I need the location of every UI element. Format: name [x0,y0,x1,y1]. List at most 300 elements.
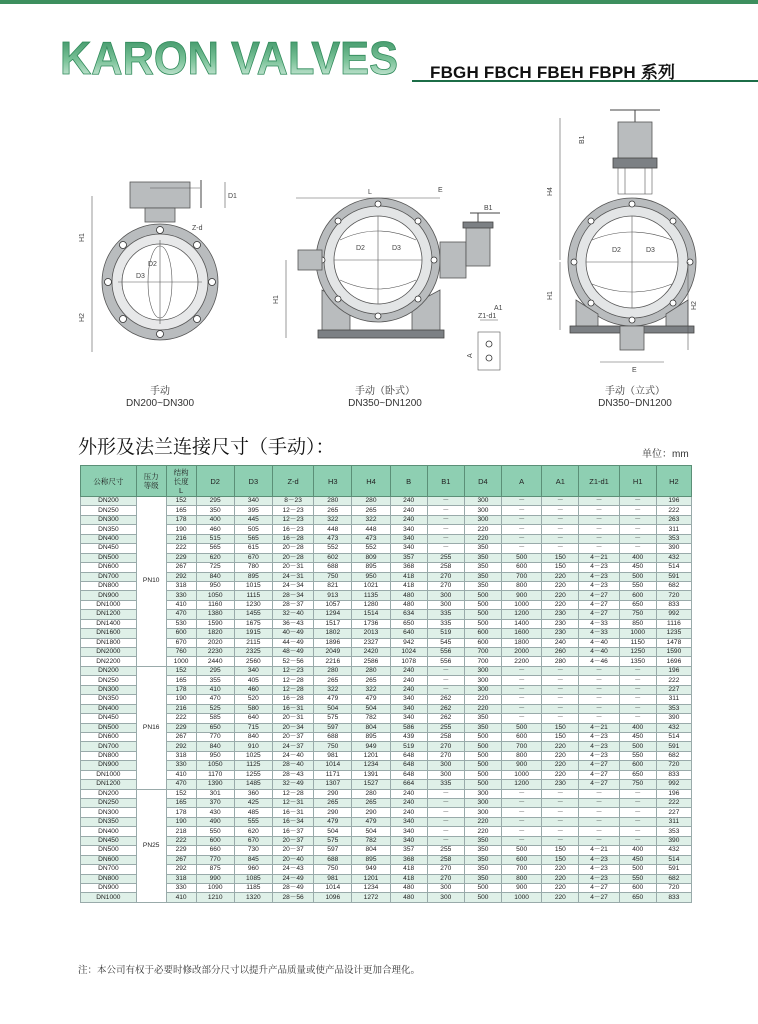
drawings-area [0,100,758,420]
label-d2-horizontal: D2 [356,245,365,252]
table-cell: DN1000 [81,770,137,779]
table-cell: 1085 [234,874,272,883]
table-cell: 1400 [502,619,542,628]
table-cell: 400 [619,846,656,855]
table-row [81,846,692,855]
table-row [81,770,692,779]
table-cell: 353 [656,827,691,836]
table-cell: 350 [464,855,501,864]
table-cell: 178 [166,685,196,694]
table-cell: 520 [234,695,272,704]
table-row [81,515,692,524]
table-cell: 565 [196,544,234,553]
table-cell: 1250 [619,648,656,657]
table-row [81,695,692,704]
table-cell: 2216 [314,657,352,666]
table-cell: 545 [427,638,464,647]
table-cell: 240 [542,638,579,647]
table-row [81,600,692,609]
column-header: 压力 等级 [136,466,166,497]
table-cell: 1896 [314,638,352,647]
table-cell: 220 [542,600,579,609]
table-cell: 500 [619,572,656,581]
table-cell: 720 [656,761,691,770]
table-cell: 44－49 [272,638,313,647]
table-cell: － [579,666,619,675]
table-cell: 28－49 [272,883,313,892]
table-cell: 575 [314,714,352,723]
label-d2: D2 [148,261,157,268]
table-cell: 515 [196,534,234,543]
table-cell: DN1400 [81,619,137,628]
valve-drawing-vertical [547,110,698,374]
table-cell: 1380 [196,610,234,619]
table-cell: 504 [314,704,352,713]
table-cell: 4－21 [579,553,619,562]
table-cell: 220 [542,742,579,751]
table-cell: 1514 [352,610,390,619]
table-cell: 16－34 [272,817,313,826]
table-cell: 1116 [656,619,691,628]
column-header: H1 [619,466,656,497]
table-cell: 900 [502,591,542,600]
table-cell: 322 [352,515,390,524]
table-cell: 220 [542,581,579,590]
table-cell: 670 [166,638,196,647]
table-cell: 725 [196,563,234,572]
table-cell: 4－23 [579,563,619,572]
table-cell: 1078 [390,657,427,666]
table-cell: 479 [314,817,352,826]
table-cell: DN300 [81,808,137,817]
table-cell: － [542,827,579,836]
table-cell: 500 [464,732,501,741]
table-cell: 368 [390,855,427,864]
table-cell: 12－23 [272,506,313,515]
table-cell: 552 [352,544,390,553]
table-cell: 240 [390,515,427,524]
valve-drawing-dn200-300 [79,180,237,352]
table-cell: 700 [464,657,501,666]
table-cell: － [619,695,656,704]
table-row [81,629,692,638]
table-cell: 265 [352,506,390,515]
table-row [81,799,692,808]
table-cell: 292 [166,865,196,874]
label-h1-vertical: H1 [547,291,554,300]
table-cell: 833 [656,893,691,902]
table-cell: 405 [234,676,272,685]
table-cell: DN900 [81,761,137,770]
footnote: 注：本公司有权于必要时修改部分尺寸以提升产品质量或使产品设计更加合理化。 [78,965,421,976]
table-row [81,657,692,666]
table-cell: 322 [314,685,352,694]
table-cell: 1294 [314,610,352,619]
table-cell: 439 [390,732,427,741]
label-d3: D3 [136,273,145,280]
table-cell: 355 [196,676,234,685]
table-cell: 335 [427,619,464,628]
table-cell: 448 [352,525,390,534]
table-cell: － [619,808,656,817]
table-cell: 586 [390,723,427,732]
table-cell: 318 [166,751,196,760]
table-cell: 4－27 [579,883,619,892]
table-cell: 550 [619,581,656,590]
table-row [81,714,692,723]
table-cell: 2560 [234,657,272,666]
table-cell: 1820 [196,629,234,638]
table-cell: DN1800 [81,638,137,647]
table-cell: 222 [166,714,196,723]
table-cell: 450 [619,563,656,572]
table-cell: 650 [196,723,234,732]
table-cell: 670 [234,836,272,845]
table-cell: 4－27 [579,761,619,770]
table-cell: DN700 [81,865,137,874]
table-cell: 32－49 [272,780,313,789]
table-cell: 670 [234,553,272,562]
table-row [81,619,692,628]
table-cell: 2013 [352,629,390,638]
column-header: 结构 长度 L [166,466,196,497]
table-cell: 311 [656,525,691,534]
table-cell: 650 [619,600,656,609]
table-cell: 804 [352,846,390,855]
table-cell: 178 [166,515,196,524]
label-h1-horizontal: H1 [273,295,280,304]
column-header: A [502,466,542,497]
table-cell: － [502,497,542,506]
table-cell: 580 [234,704,272,713]
table-cell: 895 [352,855,390,864]
table-row [81,751,692,760]
table-cell: 750 [314,572,352,581]
table-cell: 688 [314,732,352,741]
table-cell: 600 [502,732,542,741]
table-cell: 504 [352,704,390,713]
table-cell: － [502,827,542,836]
table-cell: － [579,817,619,826]
table-cell: 240 [390,808,427,817]
table-cell: 4－23 [579,855,619,864]
table-cell: 229 [166,553,196,562]
table-cell: 895 [234,572,272,581]
table-cell: 500 [464,610,501,619]
table-cell: 295 [196,497,234,506]
table-cell: 2325 [234,648,272,657]
table-row [81,666,692,675]
table-row [81,685,692,694]
table-cell: 220 [464,525,501,534]
label-h1: H1 [79,233,86,242]
table-cell: 24－40 [272,751,313,760]
table-row [81,855,692,864]
table-cell: 20－31 [272,714,313,723]
table-cell: － [542,799,579,808]
table-cell: － [502,817,542,826]
table-cell: 432 [656,846,691,855]
table-cell: 353 [656,704,691,713]
table-cell: 895 [352,563,390,572]
label-b1: B1 [484,205,493,212]
table-cell: － [579,506,619,515]
table-cell: 40－49 [272,629,313,638]
table-cell: 230 [542,610,579,619]
table-cell: 20－37 [272,846,313,855]
table-cell: 585 [196,714,234,723]
table-cell: － [427,525,464,534]
table-cell: 490 [196,817,234,826]
table-cell: － [502,704,542,713]
section-title: 外形及法兰连接尺寸（手动）： [78,437,335,458]
table-cell: DN1200 [81,610,137,619]
table-cell: 900 [502,883,542,892]
table-cell: 4－21 [579,846,619,855]
table-cell: 262 [427,704,464,713]
table-cell: 1235 [656,629,691,638]
table-cell: 479 [352,817,390,826]
table-cell: 600 [619,883,656,892]
table-cell: 990 [196,874,234,883]
table-cell: 425 [234,799,272,808]
table-cell: 220 [542,572,579,581]
table-cell: 2020 [196,638,234,647]
table-cell: 648 [390,751,427,760]
table-cell: 981 [314,751,352,760]
table-cell: － [619,817,656,826]
table-row [81,676,692,685]
column-header: A1 [542,466,579,497]
table-cell: － [502,666,542,675]
table-cell: 418 [390,874,427,883]
table-cell: 36－43 [272,619,313,628]
table-cell: 220 [464,817,501,826]
table-cell: 350 [464,836,501,845]
table-cell: 875 [196,865,234,874]
table-cell: － [619,685,656,694]
table-row [81,865,692,874]
table-cell: － [619,497,656,506]
table-cell: － [619,789,656,798]
table-cell: － [619,666,656,675]
table-cell: － [619,704,656,713]
table-cell: 20－28 [272,553,313,562]
table-cell: 390 [656,836,691,845]
table-cell: 263 [656,515,691,524]
table-cell: 720 [656,591,691,600]
table-cell: 450 [619,855,656,864]
column-header: D2 [196,466,234,497]
table-cell: － [579,497,619,506]
table-cell: 1000 [166,657,196,666]
table-cell: 833 [656,770,691,779]
table-cell: 240 [390,506,427,515]
table-cell: DN250 [81,676,137,685]
table-cell: 448 [314,525,352,534]
table-cell: 650 [390,619,427,628]
table-cell: － [502,789,542,798]
table-cell: 2440 [196,657,234,666]
table-cell: 292 [166,742,196,751]
table-cell: 500 [464,780,501,789]
table-cell: 992 [656,780,691,789]
table-cell: DN1600 [81,629,137,638]
table-cell: 485 [234,808,272,817]
label-h4: H4 [547,187,554,196]
table-cell: 1210 [196,893,234,902]
table-cell: － [427,799,464,808]
table-cell: 575 [314,836,352,845]
table-row [81,610,692,619]
table-cell: 4－40 [579,638,619,647]
table-cell: 550 [619,751,656,760]
table-cell: 20－34 [272,723,313,732]
table-cell: 340 [390,534,427,543]
column-header: B [390,466,427,497]
label-z1d1: Z1-d1 [478,313,497,320]
table-cell: 1234 [352,883,390,892]
table-cell: 255 [427,723,464,732]
table-cell: 782 [352,714,390,723]
table-cell: － [502,836,542,845]
table-cell: 1096 [314,893,352,902]
table-cell: 800 [502,751,542,760]
table-cell: 262 [427,714,464,723]
table-cell: 2420 [352,648,390,657]
table-cell: 552 [314,544,352,553]
table-cell: － [502,506,542,515]
label-a: A [467,353,474,358]
table-cell: 840 [196,572,234,581]
table-row [81,817,692,826]
column-header: D4 [464,466,501,497]
table-cell: 350 [464,544,501,553]
table-cell: 265 [314,676,352,685]
label-h2: H2 [79,313,86,322]
table-cell: － [502,685,542,694]
table-cell: － [502,808,542,817]
table-row [81,723,692,732]
table-cell: 804 [352,723,390,732]
table-cell: 1915 [234,629,272,638]
table-cell: 300 [464,789,501,798]
table-cell: 390 [656,544,691,553]
table-cell: － [502,515,542,524]
table-cell: 350 [464,874,501,883]
table-cell: 270 [427,581,464,590]
table-cell: 473 [314,534,352,543]
table-cell: 258 [427,732,464,741]
table-cell: 32－40 [272,610,313,619]
table-cell: 500 [464,770,501,779]
table-cell: 311 [656,695,691,704]
table-cell: 480 [390,893,427,902]
table-cell: 1185 [234,883,272,892]
table-cell: 432 [656,723,691,732]
table-row [81,836,692,845]
table-cell: 470 [166,610,196,619]
table-cell: 300 [464,685,501,694]
pressure-class-cell: PN10 [136,497,166,667]
table-cell: DN500 [81,723,137,732]
table-cell: 1802 [314,629,352,638]
table-cell: 821 [314,581,352,590]
table-cell: DN900 [81,883,137,892]
table-cell: 222 [656,799,691,808]
table-cell: 216 [166,704,196,713]
column-header: D3 [234,466,272,497]
table-cell: － [427,497,464,506]
table-cell: 196 [656,497,691,506]
table-row [81,789,692,798]
table-cell: 1280 [352,600,390,609]
table-cell: － [579,704,619,713]
table-cell: 216 [166,534,196,543]
table-cell: 556 [427,648,464,657]
table-cell: 460 [196,525,234,534]
table-cell: 229 [166,723,196,732]
caption-drawing-2-title: 手动（卧式） [355,386,415,397]
table-cell: 16－28 [272,695,313,704]
table-cell: 1171 [314,770,352,779]
table-cell: 20－31 [272,563,313,572]
table-cell: 500 [502,553,542,562]
table-cell: 634 [390,610,427,619]
table-cell: 4－27 [579,591,619,600]
table-cell: 1478 [656,638,691,647]
table-cell: － [502,714,542,723]
table-cell: 152 [166,497,196,506]
label-zd: Z-d [192,225,203,232]
table-cell: 4－27 [579,780,619,789]
table-cell: 1000 [619,629,656,638]
table-cell: 230 [542,629,579,638]
table-cell: － [427,534,464,543]
table-cell: 4－27 [579,610,619,619]
table-cell: 949 [352,865,390,874]
table-cell: 220 [464,695,501,704]
table-cell: 196 [656,666,691,675]
table-cell: － [502,544,542,553]
table-cell: DN350 [81,817,137,826]
column-header: H2 [656,466,691,497]
table-cell: DN1200 [81,780,137,789]
table-cell: 1125 [234,761,272,770]
table-cell: 650 [619,893,656,902]
table-cell: － [542,836,579,845]
table-cell: 715 [234,723,272,732]
table-cell: － [542,685,579,694]
table-cell: 267 [166,732,196,741]
table-cell: 1320 [234,893,272,902]
table-cell: DN400 [81,534,137,543]
table-cell: 640 [234,714,272,723]
caption-drawing-1-title: 手动 [150,386,170,397]
table-cell: 222 [656,506,691,515]
table-cell: － [619,827,656,836]
table-cell: 16－37 [272,827,313,836]
caption-drawing-3 [580,386,690,410]
table-cell: DN450 [81,544,137,553]
table-cell: 600 [619,761,656,770]
table-cell: DN500 [81,553,137,562]
table-cell: 340 [390,827,427,836]
table-cell: 410 [196,685,234,694]
table-cell: － [427,666,464,675]
table-cell: 1307 [314,780,352,789]
table-row [81,893,692,902]
